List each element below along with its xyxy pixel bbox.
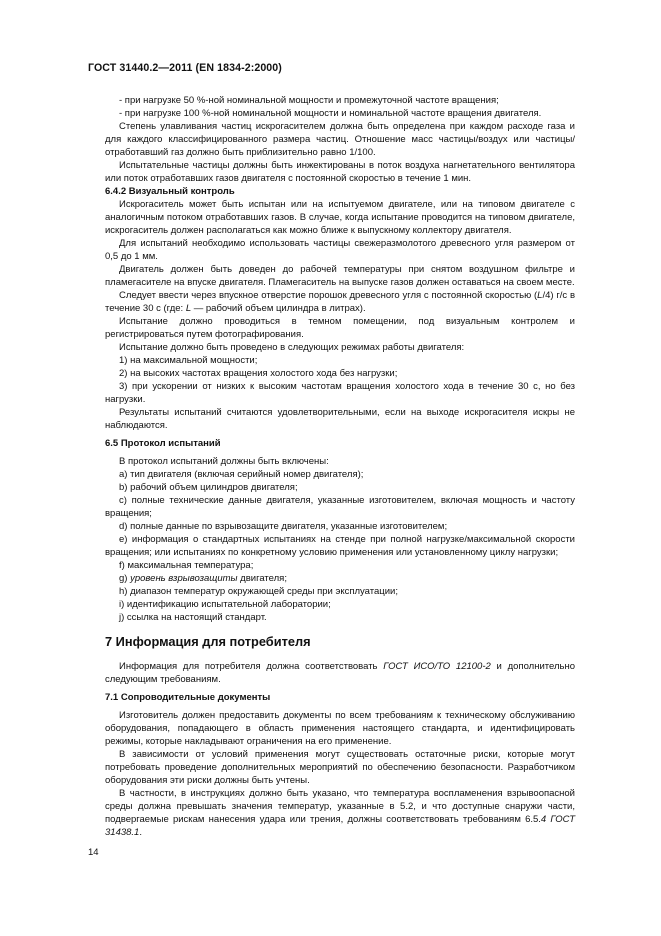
- text-run: /4) г/с в течение 30 с (где:: [105, 290, 575, 314]
- list-item: i) идентификацию испытательной лаборатории;: [119, 599, 331, 610]
- section-heading-6-4-2: 6.4.2 Визуальный контроль: [105, 186, 235, 197]
- text-run: В частности, в инструкциях должно быть указано, что температура воспламенения взрывоопасной среды должна превышать значения температур, указанные в 5.2, и что доступные снаружи части, подвергаемые рискам нанесения удара или трения, должны соответствовать требованиям 6.5.: [105, 788, 575, 825]
- paragraph: Испытательные частицы должны быть инжектированы в поток воздуха нагнетательного вентилятора или поток отработавших газов двигателя с постоянной скоростью в течение 1 мин.: [105, 160, 575, 184]
- paragraph: [105, 660, 575, 686]
- standard-header: ГОСТ 31440.2—2011 (EN 1834-2:2000): [88, 62, 282, 74]
- list-item: h) диапазон температур окружающей среды при эксплуатации;: [119, 586, 398, 597]
- paragraph: Степень улавливания частиц искрогасителем должна быть определена при каждом расходе газа и для каждого классифицированного размера частиц. Отношение масс частицы/воздух или частицы/отработавший газ должно быть приблизительно равно 1/100.: [105, 121, 575, 158]
- list-item: - при нагрузке 100 %-ной номинальной мощности и номинальной частоте вращения двигателя.: [119, 108, 542, 119]
- list-item: d) полные данные по взрывозащите двигателя, указанные изготовителем;: [119, 521, 448, 532]
- list-item: 2) на высоких частотах вращения холостого хода без нагрузки;: [119, 368, 398, 379]
- paragraph: В зависимости от условий применения могут существовать остаточные риски, которые могут потребовать проведение дополнительных мероприятий по обеспечению безопасности. Разработчиком оборудования эти риски должны быть учтены.: [105, 749, 575, 786]
- paragraph: Испытание должно быть проведено в следующих режимах работы двигателя:: [119, 342, 465, 353]
- list-item: c) полные технические данные двигателя, указанные изготовителем, включая мощность и частоту вращения;: [105, 495, 575, 519]
- list-item: [105, 572, 575, 585]
- text-run-italic: ГОСТ ИСО/ТО 12100-2: [383, 661, 491, 672]
- text-run: двигателя;: [237, 573, 287, 584]
- paragraph: [105, 289, 575, 315]
- section-heading-7-1: 7.1 Сопроводительные документы: [105, 692, 271, 703]
- text-run-italic: L: [537, 290, 543, 301]
- paragraph: Испытание должно проводиться в темном помещении, под визуальным контролем и регистрироваться путем фотографирования.: [105, 316, 575, 340]
- list-item: 1) на максимальной мощности;: [119, 355, 258, 366]
- paragraph: Изготовитель должен предоставить документы по всем требованиям к техническому обслуживанию оборудования, попадающего в область применения настоящего стандарта, и идентифицировать режимы, которые накладывают ограничения на его применение.: [105, 710, 575, 747]
- text-run: Информация для потребителя должна соответствовать: [119, 661, 384, 672]
- list-item: - при нагрузке 50 %-ной номинальной мощности и промежуточной частоте вращения;: [119, 95, 499, 106]
- text-run-italic: уровень взрывозащиты: [130, 573, 238, 584]
- page-number: 14: [88, 847, 99, 858]
- paragraph: В протокол испытаний должны быть включены:: [119, 456, 329, 467]
- paragraph: Двигатель должен быть доведен до рабочей температуры при снятом воздушном фильтре и пламегасителе на впуске двигателя. Пламегаситель на выпуске газов должен оставаться на своем месте.: [105, 264, 575, 288]
- paragraph: Результаты испытаний считаются удовлетворительными, если на выходе искрогасителя искры не наблюдаются.: [105, 407, 575, 431]
- text-run-italic: 4 ГОСТ 31438.1: [105, 814, 576, 838]
- text-run: g): [119, 573, 131, 584]
- paragraph: Для испытаний необходимо использовать частицы свежеразмолотого древесного угля размером от 0,5 до 1 мм.: [105, 238, 575, 262]
- paragraph: [105, 787, 575, 839]
- text-run: и дополнительно следующим требованиям.: [105, 661, 575, 685]
- section-heading-6-5: 6.5 Протокол испытаний: [105, 438, 221, 449]
- text-run: — рабочий объем цилиндра в литрах).: [191, 303, 366, 314]
- list-item: j) ссылка на настоящий стандарт.: [119, 612, 267, 623]
- page-body: [105, 94, 575, 839]
- section-heading-7: 7 Информация для потребителя: [105, 634, 311, 649]
- list-item: f) максимальная температура;: [119, 560, 254, 571]
- list-item: 3) при ускорении от низких к высоким частотам вращения холостого хода в течение 30 с, но без нагрузки.: [105, 381, 575, 405]
- paragraph: Искрогаситель может быть испытан или на испытуемом двигателе, или на типовом двигателе с аналогичным потоком отработавших газов. В случае, когда испытание проводится на типовом двигателе, искрогаситель должен располагаться как можно ближе к выпускному коллектору двигателя.: [105, 199, 575, 236]
- text-run: .: [139, 827, 142, 838]
- text-run: Следует ввести через впускное отверстие порошок древесного угля с постоянной скоростью (: [119, 290, 538, 301]
- list-item: a) тип двигателя (включая серийный номер двигателя);: [119, 469, 364, 480]
- list-item: b) рабочий объем цилиндров двигателя;: [119, 482, 298, 493]
- list-item: e) информация о стандартных испытаниях на стенде при полной нагрузке/максимальной скорости вращения; или испытаниях по конкретному условию применения или установленному циклу нагрузки;: [105, 534, 575, 558]
- text-run-italic: L: [185, 303, 192, 314]
